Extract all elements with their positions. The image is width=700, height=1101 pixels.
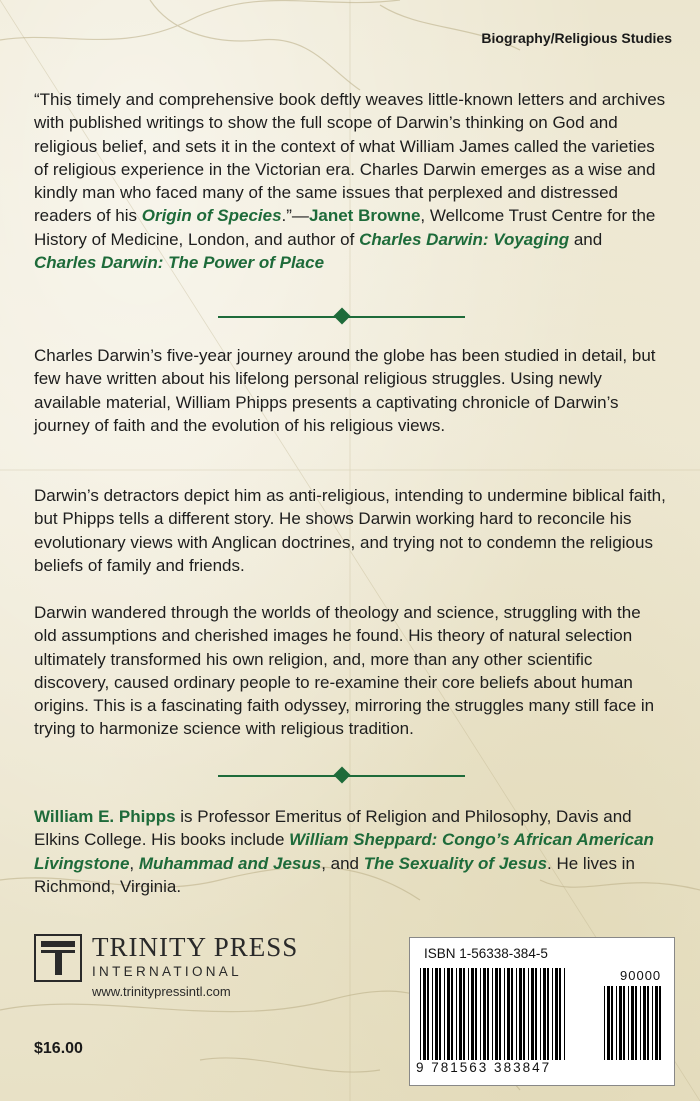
publisher-subtitle: INTERNATIONAL <box>92 964 242 979</box>
bio-text: . He lives in Richmond, Virginia. <box>34 853 635 896</box>
author-book-title: Muhammad and Jesus <box>138 853 322 873</box>
diamond-icon <box>333 308 350 325</box>
bio-text: is Professor Emeritus of Religion and Philosophy, Davis and Elkins College. His books include <box>34 807 632 850</box>
author-book-title: The Sexuality of Jesus <box>363 853 548 873</box>
reviewer-name: Janet Browne <box>308 206 421 226</box>
publisher-logo-icon <box>34 934 82 982</box>
ornament-divider <box>218 308 465 326</box>
author-book-title: William Sheppard: Congo’s African American Livingstone <box>34 830 654 873</box>
barcode-addon-number: 90000 <box>620 968 662 983</box>
publisher-url: www.trinitypressintl.com <box>92 984 231 999</box>
publisher-name: TRINITY PRESS <box>92 932 299 962</box>
author-name: William E. Phipps <box>34 807 176 826</box>
bio-text: , and <box>321 853 364 873</box>
description-paragraph-3: Darwin wandered through the worlds of theology and science, struggling with the old assumptions and cherished images he found. His theory of natural selection ultimately transformed his own religion, and, more than any other scientific discovery, caused ordinary people to re-examine their core beliefs about human origins. This is a fascinating faith odyssey, mirroring the struggles many still face in trying to harmonize science with religious tradition. <box>34 603 655 739</box>
review-text: , Wellcome Trust Centre for the History of Medicine, London, and author of <box>34 206 656 249</box>
isbn-number: ISBN 1-56338-384-5 <box>424 946 548 961</box>
diamond-icon <box>333 767 350 784</box>
review-text: .”— <box>281 206 309 226</box>
review-quote <box>34 88 666 274</box>
barcode-main-bars <box>420 968 566 1060</box>
description-paragraph-1: Charles Darwin’s five-year journey around the globe has been studied in detail, but few have written about his lifelong personal religious struggles. Using newly available material, William Phipps presents a captivating chronicle of Darwin’s journey of faith and the evolution of his religious views. <box>34 346 656 435</box>
publisher-block <box>34 932 299 1012</box>
price: $16.00 <box>34 1040 83 1057</box>
barcode <box>409 937 675 1086</box>
barcode-addon-bars <box>604 986 664 1060</box>
author-bio <box>34 805 666 898</box>
book-title-power: Charles Darwin: The Power of Place <box>34 253 325 273</box>
barcode-digits: 9 781563 383847 <box>416 1060 552 1075</box>
book-title-voyaging: Charles Darwin: Voyaging <box>359 229 570 249</box>
review-text: “This timely and comprehensive book deftly weaves little-known letters and archives with published writings to show the full scope of Darwin’s thinking on God and religious belief, and sets it in the context of what William James called the varieties of religious experience in the Victorian era. Charles Darwin emerges as a wise and kindly man who faced many of the same issues that perplexed and distressed readers of his <box>34 90 666 226</box>
description-paragraph-2: Darwin’s detractors depict him as anti-religious, intending to undermine biblical faith, but Phipps tells a different story. He shows Darwin working hard to reconcile his evolutionary views with Anglican doctrines, and trying not to condemn the religious beliefs of family and friends. <box>34 486 666 575</box>
review-text: and <box>569 229 603 249</box>
category-label: Biography/Religious Studies <box>481 30 672 46</box>
book-title-origin: Origin of Species <box>141 206 282 226</box>
bio-text: , <box>129 853 139 873</box>
ornament-divider <box>218 767 465 785</box>
